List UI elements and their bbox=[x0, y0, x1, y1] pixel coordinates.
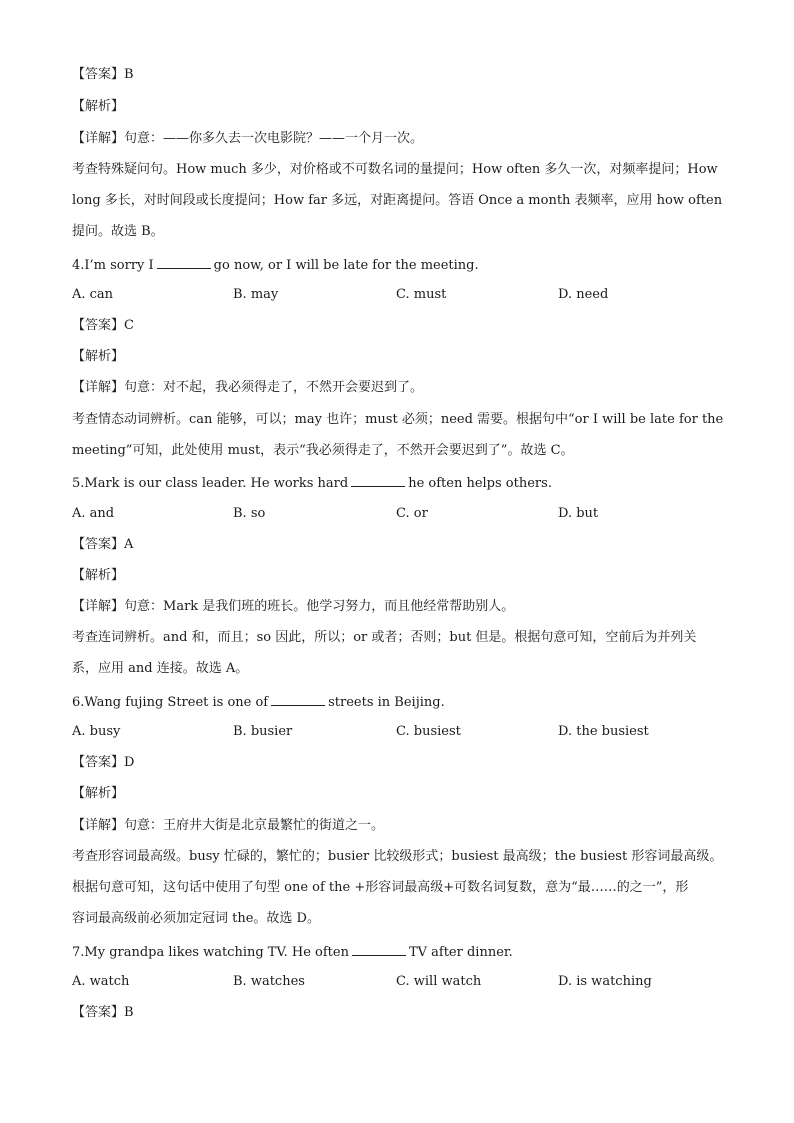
q6-stem bbox=[72, 693, 445, 711]
q5-answer bbox=[72, 537, 133, 553]
q6-explain-line: 根据句意可知，这句话中使用了句型 one of the +形容词最高级+可数名词复数，意为“最……的之一”，形 bbox=[72, 880, 689, 895]
q5-option-c: C. or bbox=[396, 506, 428, 521]
q5-stem bbox=[72, 474, 552, 492]
detail-tag: 【详解】 bbox=[72, 818, 125, 833]
q7-option-c: C. will watch bbox=[396, 974, 482, 989]
q4-explain-line: 考查情态动词辨析。can 能够，可以；may 也许；must 必须；need 需要。根据句中“or I will be late for the bbox=[72, 412, 724, 427]
q5-explain-line: 系，应用 and 连接。故选 A。 bbox=[72, 661, 249, 676]
q4-stem bbox=[72, 256, 479, 274]
meaning-text: 句意：对不起，我必须得走了，不然开会要迟到了。 bbox=[124, 380, 424, 395]
q5-option-a: A. and bbox=[72, 506, 115, 521]
stem-before: 4.I’m sorry I bbox=[72, 258, 154, 273]
q4-explain-line: meeting”可知，此处使用 must，表示“我必须得走了，不然开会要迟到了”。故选 C。 bbox=[72, 443, 574, 458]
q4-option-c: C. must bbox=[396, 287, 447, 302]
q4-meaning bbox=[72, 380, 423, 396]
answer-letter: A bbox=[124, 537, 134, 552]
q5-option-b: B. so bbox=[233, 506, 266, 521]
q7-option-b: B. watches bbox=[233, 974, 305, 989]
detail-tag: 【详解】 bbox=[72, 380, 125, 395]
answer-tag: 【答案】 bbox=[72, 537, 125, 552]
q4-analysis-tag: 【解析】 bbox=[72, 349, 125, 364]
meaning-text: 句意：——你多久去一次电影院？——一个月一次。 bbox=[124, 131, 424, 146]
q6-option-a: A. busy bbox=[72, 724, 121, 739]
q6-answer bbox=[72, 755, 134, 771]
q6-option-d: D. the busiest bbox=[558, 724, 649, 739]
answer-tag: 【答案】 bbox=[72, 755, 125, 770]
meaning-text: 句意：Mark 是我们班的班长。他学习努力，而且他经常帮助别人。 bbox=[124, 599, 515, 614]
stem-before: 7.My grandpa likes watching TV. He often bbox=[72, 945, 349, 960]
q6-analysis-tag: 【解析】 bbox=[72, 786, 125, 801]
answer-tag: 【答案】 bbox=[72, 67, 125, 82]
meaning-text: 句意：王府井大街是北京最繁忙的街道之一。 bbox=[124, 818, 385, 833]
q3-explain-line: 考查特殊疑问句。How much 多少，对价格或不可数名词的量提问；How often 多久一次，对频率提问；How bbox=[72, 162, 718, 177]
q7-option-d: D. is watching bbox=[558, 974, 652, 989]
q5-option-d: D. but bbox=[558, 506, 599, 521]
q3-analysis-tag: 【解析】 bbox=[72, 99, 125, 114]
answer-blank bbox=[351, 474, 405, 487]
q6-meaning bbox=[72, 818, 384, 834]
stem-before: 6.Wang fujing Street is one of bbox=[72, 695, 269, 710]
q7-answer bbox=[72, 1005, 134, 1021]
q4-option-b: B. may bbox=[233, 287, 279, 302]
q6-explain-line: 考查形容词最高级。busy 忙碌的，繁忙的；busier 比较级形式；busiest 最高级；the busiest 形容词最高级。 bbox=[72, 849, 723, 864]
q3-answer bbox=[72, 67, 134, 83]
q3-meaning bbox=[72, 131, 423, 147]
q4-option-a: A. can bbox=[72, 287, 114, 302]
stem-after: streets in Beijing. bbox=[328, 695, 445, 710]
stem-after: TV after dinner. bbox=[408, 945, 513, 960]
answer-blank bbox=[271, 693, 325, 706]
answer-tag: 【答案】 bbox=[72, 318, 125, 333]
stem-before: 5.Mark is our class leader. He works hard bbox=[72, 476, 349, 491]
q4-answer bbox=[72, 318, 134, 334]
q3-explain-line: 提问。故选 B。 bbox=[72, 224, 164, 239]
q5-analysis-tag: 【解析】 bbox=[72, 568, 125, 583]
q7-option-a: A. watch bbox=[72, 974, 130, 989]
stem-after: go now, or I will be late for the meeting. bbox=[213, 258, 479, 273]
q6-option-b: B. busier bbox=[233, 724, 293, 739]
q7-stem bbox=[72, 943, 513, 961]
q6-explain-line: 容词最高级前必须加定冠词 the。故选 D。 bbox=[72, 911, 320, 926]
q5-meaning bbox=[72, 599, 514, 615]
q4-option-d: D. need bbox=[558, 287, 609, 302]
detail-tag: 【详解】 bbox=[72, 131, 125, 146]
detail-tag: 【详解】 bbox=[72, 599, 125, 614]
answer-tag: 【答案】 bbox=[72, 1005, 125, 1020]
q5-explain-line: 考查连词辨析。and 和，而且；so 因此，所以；or 或者；否则；but 但是。根据句意可知，空前后为并列关 bbox=[72, 630, 697, 645]
q3-explain-line: long 多长，对时间段或长度提问；How far 多远，对距离提问。答语 Once a month 表频率，应用 how often bbox=[72, 193, 723, 208]
q6-option-c: C. busiest bbox=[396, 724, 461, 739]
stem-after: he often helps others. bbox=[408, 476, 552, 491]
answer-letter: C bbox=[124, 318, 134, 333]
answer-letter: D bbox=[124, 755, 135, 770]
answer-letter: B bbox=[124, 67, 134, 82]
answer-blank bbox=[157, 256, 211, 269]
answer-blank bbox=[352, 943, 406, 956]
answer-letter: B bbox=[124, 1005, 134, 1020]
